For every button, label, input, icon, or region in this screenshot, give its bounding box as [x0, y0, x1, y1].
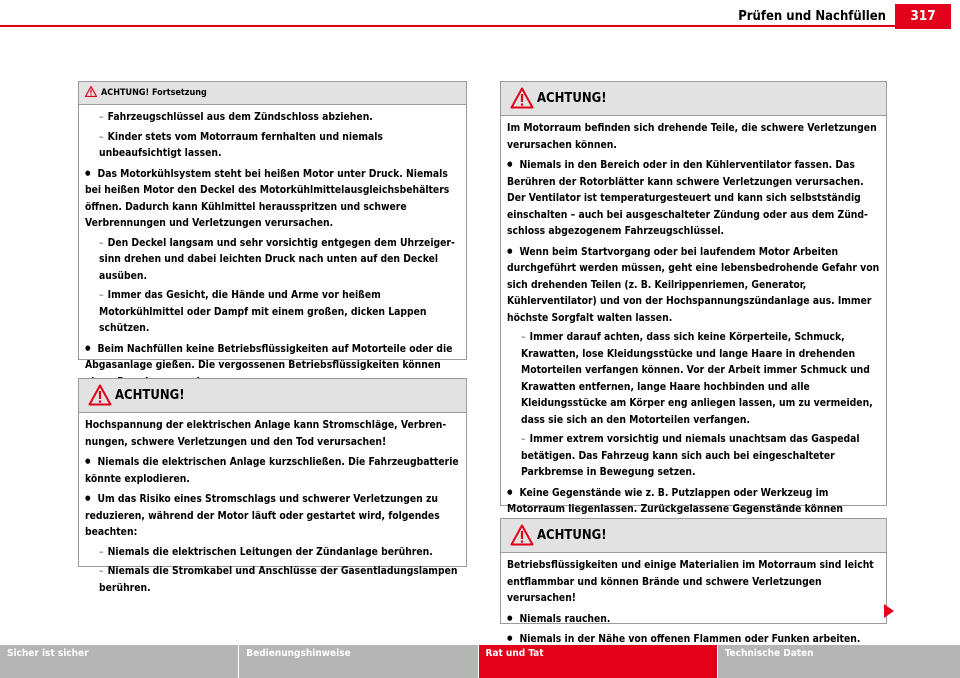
tab-rat-und-tat[interactable]: Rat und Tat: [479, 645, 717, 678]
bullet-icon: ●: [507, 634, 513, 642]
bullet-icon: ●: [507, 160, 513, 168]
warning-box-header: [79, 379, 466, 413]
paragraph: [85, 417, 460, 450]
warning-box-flammable: [500, 518, 887, 645]
warning-box-header: [501, 82, 886, 116]
sub-item: [85, 109, 460, 126]
sub-item: [85, 235, 460, 285]
header-rule: [0, 25, 912, 27]
paragraph: [507, 120, 880, 153]
dash-icon: –: [99, 289, 104, 301]
dash-icon: –: [99, 545, 104, 558]
bullet-item: [507, 610, 880, 628]
dash-icon: –: [521, 331, 526, 343]
bullet-icon: ●: [85, 168, 91, 177]
item-text: Niemals in den Bereich oder in den Kühlerventilator fassen. Das Berühren der Rotorblätter kann schwere Verletzungen verursachen. Der Ventilator ist temperaturgesteuert und kann sich selbstständig einschalten – auch bei ausgeschalteter Zündung oder aus dem Zündschloss abgezogenem Fahrzeugschlüssel.: [507, 159, 868, 237]
page-title: Prüfen und Nachfüllen: [738, 9, 886, 24]
item-text: Niemals die elektrischen Leitungen der Zündanlage berühren.: [107, 545, 433, 558]
item-text: Niemals die Stromkabel und Anschlüsse der Gasentladungslampen berühren.: [99, 565, 458, 594]
sub-item: [507, 329, 880, 428]
item-text: Immer das Gesicht, die Hände und Arme vor heißem Motorkühlmittel oder Dampf mit einem großen, dicken Lappen schützen.: [99, 289, 427, 334]
bullet-item: [85, 490, 460, 541]
item-text: Hochspannung der elektrischen Anlage kann Stromschläge, Verbrennungen, schwere Verletzungen und den Tod verursachen!: [85, 419, 447, 448]
bullet-item: [85, 165, 460, 232]
item-text: Den Deckel langsam und sehr vorsichtig entgegen dem Uhrzeigersinn drehen und dabei leichten Druck nach unten auf den Deckel ausüben.: [99, 236, 455, 282]
item-text: Keine Gegenstände wie z. B. Putzlappen oder Werkzeug im Motorraum liegenlassen. Zurückgelassene Gegenstände können: [507, 486, 844, 515]
warning-box-content: [501, 553, 886, 648]
sub-item: [85, 544, 460, 561]
warning-box-header: [79, 82, 466, 105]
warning-box-content: [79, 105, 466, 390]
bullet-icon: ●: [85, 494, 91, 502]
warning-box-title: ACHTUNG! Fortsetzung: [101, 88, 207, 98]
footer-nav: [0, 645, 960, 678]
dash-icon: –: [99, 565, 104, 577]
bullet-icon: ●: [85, 343, 91, 352]
item-text: Kinder stets vom Motorraum fernhalten und niemals unbeaufsichtigt lassen.: [99, 130, 383, 159]
warning-box-title: ACHTUNG!: [115, 388, 185, 403]
page-number: 317: [895, 4, 951, 29]
sub-item: [85, 287, 460, 337]
bullet-item: [85, 453, 460, 487]
bullet-icon: ●: [507, 613, 513, 622]
warning-triangle-icon: [510, 87, 534, 109]
warning-box-high-voltage: [78, 378, 467, 594]
bullet-icon: ●: [85, 457, 91, 465]
warning-box-content: [501, 116, 886, 534]
bullet-item: [507, 243, 880, 327]
paragraph: [507, 557, 880, 607]
bullet-item: [507, 156, 880, 240]
warning-box-header: [501, 519, 886, 553]
dash-icon: –: [521, 433, 526, 445]
bullet-icon: ●: [507, 487, 513, 496]
tab-bedienungshinweise[interactable]: Bedienungshinweise: [239, 645, 477, 678]
dash-icon: –: [99, 130, 104, 143]
warning-box-title: ACHTUNG!: [537, 91, 607, 106]
item-text: Fahrzeugschlüssel aus dem Zündschloss abziehen.: [107, 111, 373, 123]
sub-item: [507, 431, 880, 481]
item-text: Niemals in der Nähe von offenen Flammen oder Funken arbeiten.: [519, 633, 861, 645]
tab-technische-daten[interactable]: Technische Daten: [718, 645, 960, 678]
warning-box-content: [79, 413, 466, 596]
tab-sicher-ist-sicher[interactable]: Sicher ist sicher: [0, 645, 238, 678]
warning-box-rotating-parts: [500, 81, 887, 515]
warning-triangle-icon: [88, 384, 112, 406]
item-text: Im Motorraum befinden sich drehende Teile, die schwere Verletzungen verursachen können.: [507, 122, 877, 151]
item-text: Niemals rauchen.: [519, 612, 611, 625]
dash-icon: –: [99, 111, 104, 123]
item-text: Wenn beim Startvorgang oder bei laufendem Motor Arbeiten durchgeführt werden müssen, geht eine lebensbedrohende Gefahr von sich drehenden Teilen (z. B. Keilrippenriemen, Generator, Kühlerventilator) und von der Hochspannungszündanlage aus. Immer höchste Sorgfalt walten lassen.: [507, 245, 880, 324]
warning-triangle-icon: [85, 86, 97, 97]
sub-item: [85, 563, 460, 596]
sub-item: [85, 129, 460, 162]
item-text: Betriebsflüssigkeiten und einige Materialien im Motorraum sind leicht entflammbar und können Brände und schwere Verletzungen verursachen!: [507, 559, 874, 604]
item-text: Das Motorkühlsystem steht bei heißen Motor unter Druck. Niemals bei heißen Motor den Deckel des Motorkühlmittelausgleichsbehälters öffnen. Dadurch kann Kühlmittel herausspritzen und schwere Verbrennungen und Verletzungen verursachen.: [85, 167, 450, 229]
dash-icon: –: [99, 236, 104, 249]
warning-box-continued: [78, 81, 467, 371]
warning-triangle-icon: [510, 524, 534, 546]
item-text: Um das Risiko eines Stromschlags und schwerer Verletzungen zu reduzieren, während der Motor läuft oder gestartet wird, folgendes beachten:: [85, 493, 440, 538]
next-page-arrow-icon[interactable]: [884, 604, 894, 618]
item-text: Immer extrem vorsichtig und niemals unachtsam das Gaspedal betätigen. Das Fahrzeug kann sich auch bei eingeschalteter Parkbremse in Bewegung setzen.: [521, 433, 860, 478]
item-text: Immer darauf achten, dass sich keine Körperteile, Schmuck, Krawatten, lose Kleidungsstücke und lange Haare in drehenden Motorteilen verfangen können. Vor der Arbeit immer Schmuck und Krawatten entfernen, lange Haare hochbinden und alle Kleidungsstücke am Körper eng anliegen lassen, um zu vermeiden, dass sie sich an den Motorteilen verfangen.: [521, 331, 873, 426]
item-text: Niemals die elektrischen Anlage kurzschließen. Die Fahrzeugbatterie könnte explodieren.: [85, 456, 459, 485]
warning-box-title: ACHTUNG!: [537, 528, 607, 543]
item-text: Beim Nachfüllen keine Betriebsflüssigkeiten auf Motorteile oder die Abgasanlage gießen. Die vergossenen Betriebsflüssigkeiten können: [85, 342, 453, 371]
bullet-icon: ●: [507, 246, 513, 255]
